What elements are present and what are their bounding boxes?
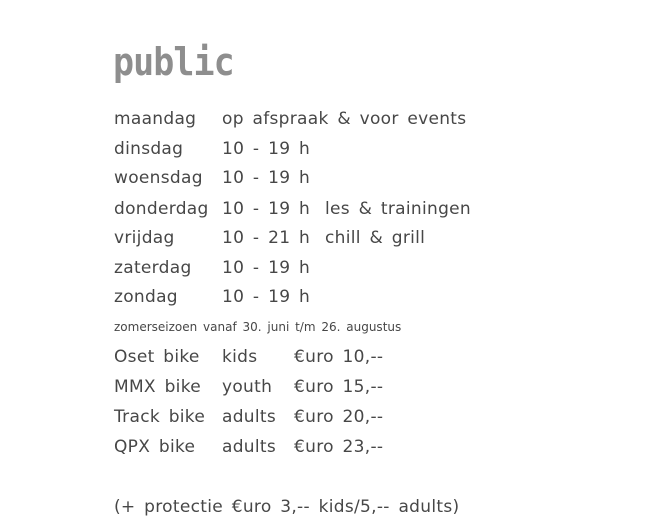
price-row xyxy=(0,345,650,369)
price-row xyxy=(0,375,650,399)
price-value: €uro 23,-- xyxy=(294,437,384,457)
schedule-row-saturday xyxy=(0,256,650,280)
season-note: zomerseizoen vanaf 30. juni t/m 26. augustus xyxy=(114,320,402,334)
hours-value: 10 - 19 h xyxy=(222,258,311,278)
age-group: adults xyxy=(222,407,277,427)
schedule-row-monday xyxy=(0,107,650,131)
hours-value: 10 - 19 h xyxy=(222,287,311,307)
page-title: public xyxy=(113,40,234,84)
schedule-row-thursday xyxy=(0,197,650,221)
bike-type: Track bike xyxy=(114,407,206,427)
age-group: adults xyxy=(222,437,277,457)
age-group: youth xyxy=(222,377,273,397)
age-group: kids xyxy=(222,347,258,367)
hours-value: 10 - 21 h xyxy=(222,228,311,248)
day-label: zondag xyxy=(114,287,178,307)
hours-value: 10 - 19 h xyxy=(222,199,311,219)
day-label: vrijdag xyxy=(114,228,175,248)
price-value: €uro 20,-- xyxy=(294,407,384,427)
bike-type: QPX bike xyxy=(114,437,196,457)
day-label: zaterdag xyxy=(114,258,192,278)
day-label: dinsdag xyxy=(114,139,184,159)
hours-value: 10 - 19 h xyxy=(222,168,311,188)
hours-value: op afspraak & voor events xyxy=(222,109,467,129)
schedule-row-wednesday xyxy=(0,166,650,190)
schedule-row-sunday xyxy=(0,285,650,309)
day-note: les & trainingen xyxy=(325,199,471,219)
day-label: woensdag xyxy=(114,168,203,188)
price-value: €uro 15,-- xyxy=(294,377,384,397)
schedule-row-friday xyxy=(0,226,650,250)
schedule-row-tuesday xyxy=(0,137,650,161)
hours-value: 10 - 19 h xyxy=(222,139,311,159)
price-row xyxy=(0,405,650,429)
day-label: donderdag xyxy=(114,199,209,219)
bike-type: MMX bike xyxy=(114,377,201,397)
price-row xyxy=(0,435,650,459)
protection-note: (+ protectie €uro 3,-- kids/5,-- adults) xyxy=(114,497,460,517)
bike-type: Oset bike xyxy=(114,347,200,367)
day-label: maandag xyxy=(114,109,197,129)
day-note: chill & grill xyxy=(325,228,426,248)
price-value: €uro 10,-- xyxy=(294,347,384,367)
